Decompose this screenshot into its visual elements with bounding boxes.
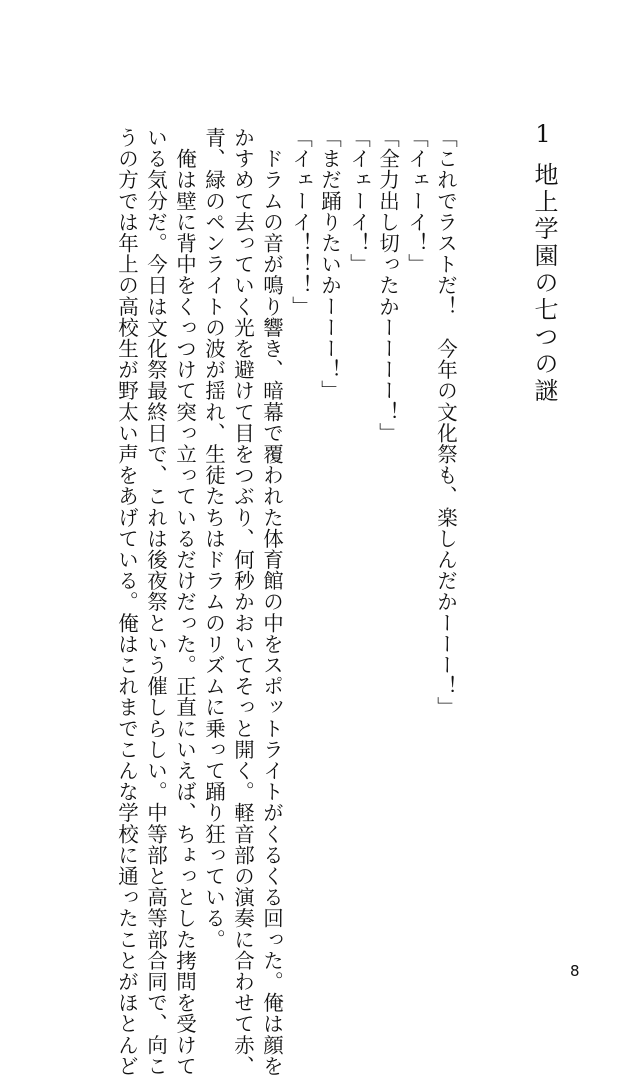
body-line: 「イェーイ！」 [346,127,371,275]
body-line: いる気分だ。今日は文化祭最終日で、これは後夜祭という催しらしい。中等部と高等部合同で、向こ [143,127,168,1077]
body-line: ドラムの音が鳴り響き、暗幕で覆われた体育館の中をスポットライトがくるくる回った。俺は顔を [259,127,284,1077]
body-line: 「まだ踊りたいかーーー！」 [317,127,342,402]
body-line: 俺は壁に背中をくっつけて突っ立っているだけだった。正直にいえば、ちょっとした拷問を受けて [172,127,197,1077]
page-number: 8 [570,962,580,980]
body-line: 青、緑のペンライトの波が揺れ、生徒たちはドラムのリズムに乗って踊り狂っている。 [201,127,226,950]
body-line: かすめて去っていく光を避けて目をつぶり、何秒かおいてそっと開く。軽音部の演奏に合わせて赤、 [230,127,255,1077]
chapter-number: 1 [529,120,557,149]
body-line: 「これでラストだ！ 今年の文化祭も、楽しんだかーーー！」 [433,127,458,718]
body-line: 「イェーイ！！！」 [288,127,313,317]
chapter-title: 地上学園の七つの謎 [530,162,558,405]
body-line: 「全力出し切ったかーーーー！」 [375,127,400,444]
body-line: うの方では年上の高校生が野太い声をあげている。俺はこれまでこんな学校に通ったことがほとんど [114,127,139,1077]
body-line: 「イェーイ！」 [404,127,429,275]
